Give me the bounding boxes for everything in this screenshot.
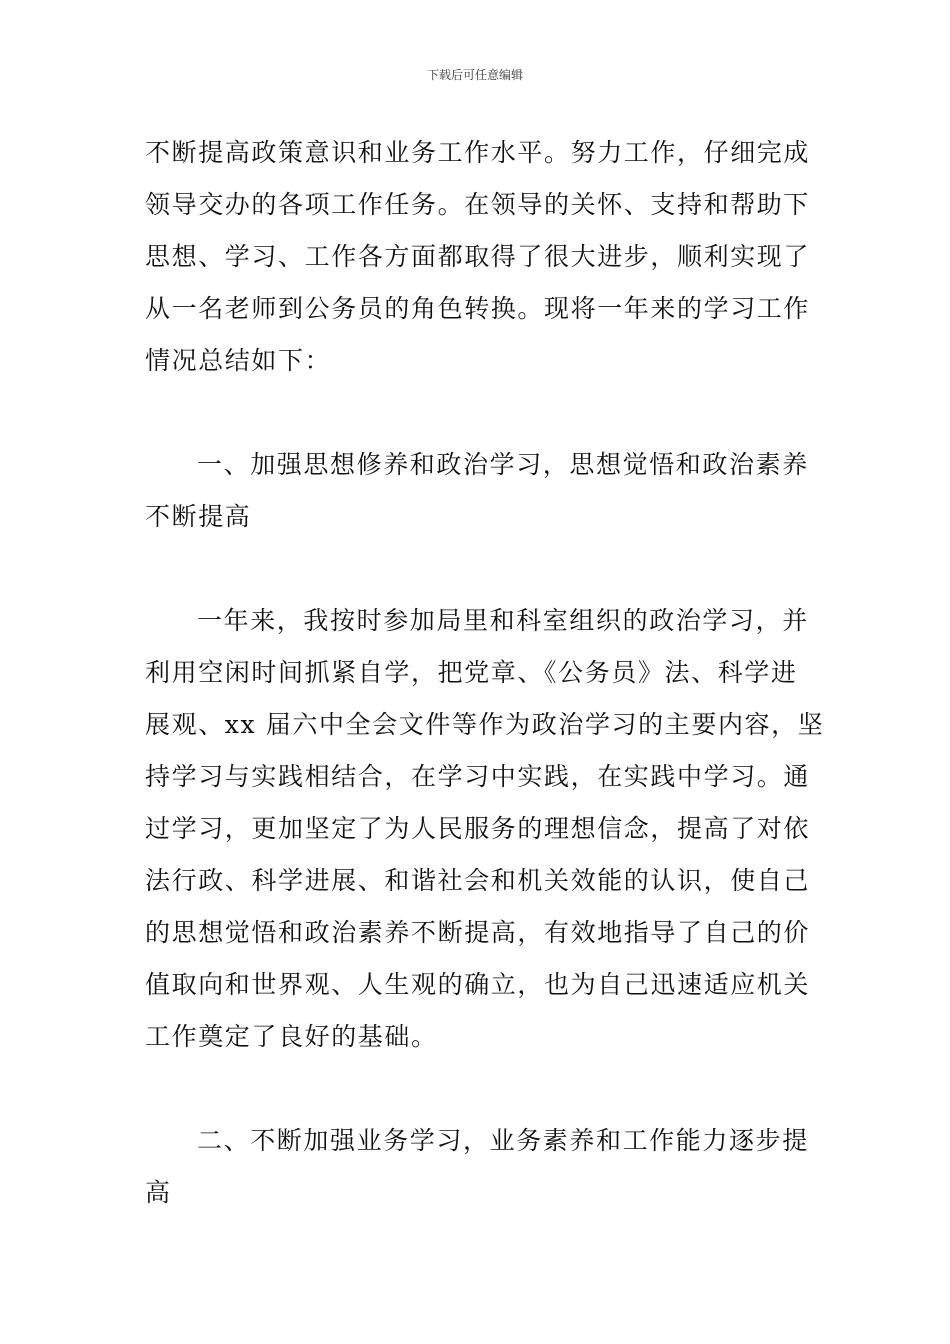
section-heading-1-line-1: 一、加强思想修养和政治学习，思想觉悟和政治素养 (197, 450, 809, 479)
paragraph-1-line-1: 不断提高政策意识和业务工作水平。努力工作，仔细完成 (145, 138, 811, 167)
document-body (145, 127, 825, 1219)
paragraph-2-line-8: 值取向和世界观、人生观的确立，也为自己迅速适应机关 (145, 970, 811, 999)
paragraph-2-line-3: 展观、xx 届六中全会文件等作为政治学习的主要内容，坚 (145, 710, 825, 739)
paragraph-2-line-9: 工作奠定了良好的基础。 (145, 1022, 438, 1051)
paragraph-2-line-6: 法行政、科学进展、和谐社会和机关效能的认识，使自己 (145, 866, 811, 895)
paragraph-1-line-5: 情况总结如下： (145, 346, 332, 375)
page-header-note: 下载后可任意编辑 (426, 68, 523, 82)
paragraph-2-line-1: 一年来，我按时参加局里和科室组织的政治学习，并 (197, 606, 809, 635)
section-heading-2-line-1: 二、不断加强业务学习，业务素养和工作能力逐步提 (197, 1126, 809, 1155)
paragraph-1-line-3: 思想、学习、工作各方面都取得了很大进步，顺利实现了 (145, 242, 811, 271)
section-heading-2-line-2: 高 (145, 1178, 172, 1207)
paragraph-2-line-7: 的思想觉悟和政治素养不断提高，有效地指导了自己的价 (145, 918, 811, 947)
section-heading-1-line-2: 不断提高 (145, 502, 252, 531)
paragraph-2-line-4: 持学习与实践相结合，在学习中实践，在实践中学习。通 (145, 762, 811, 791)
paragraph-1-line-4: 从一名老师到公务员的角色转换。现将一年来的学习工作 (145, 294, 811, 323)
paragraph-1-line-2: 领导交办的各项工作任务。在领导的关怀、支持和帮助下 (145, 190, 811, 219)
paragraph-2-line-2: 利用空闲时间抓紧自学，把党章、《公务员》法、科学进 (145, 658, 798, 687)
paragraph-2-line-5: 过学习，更加坚定了为人民服务的理想信念，提高了对依 (145, 814, 811, 843)
